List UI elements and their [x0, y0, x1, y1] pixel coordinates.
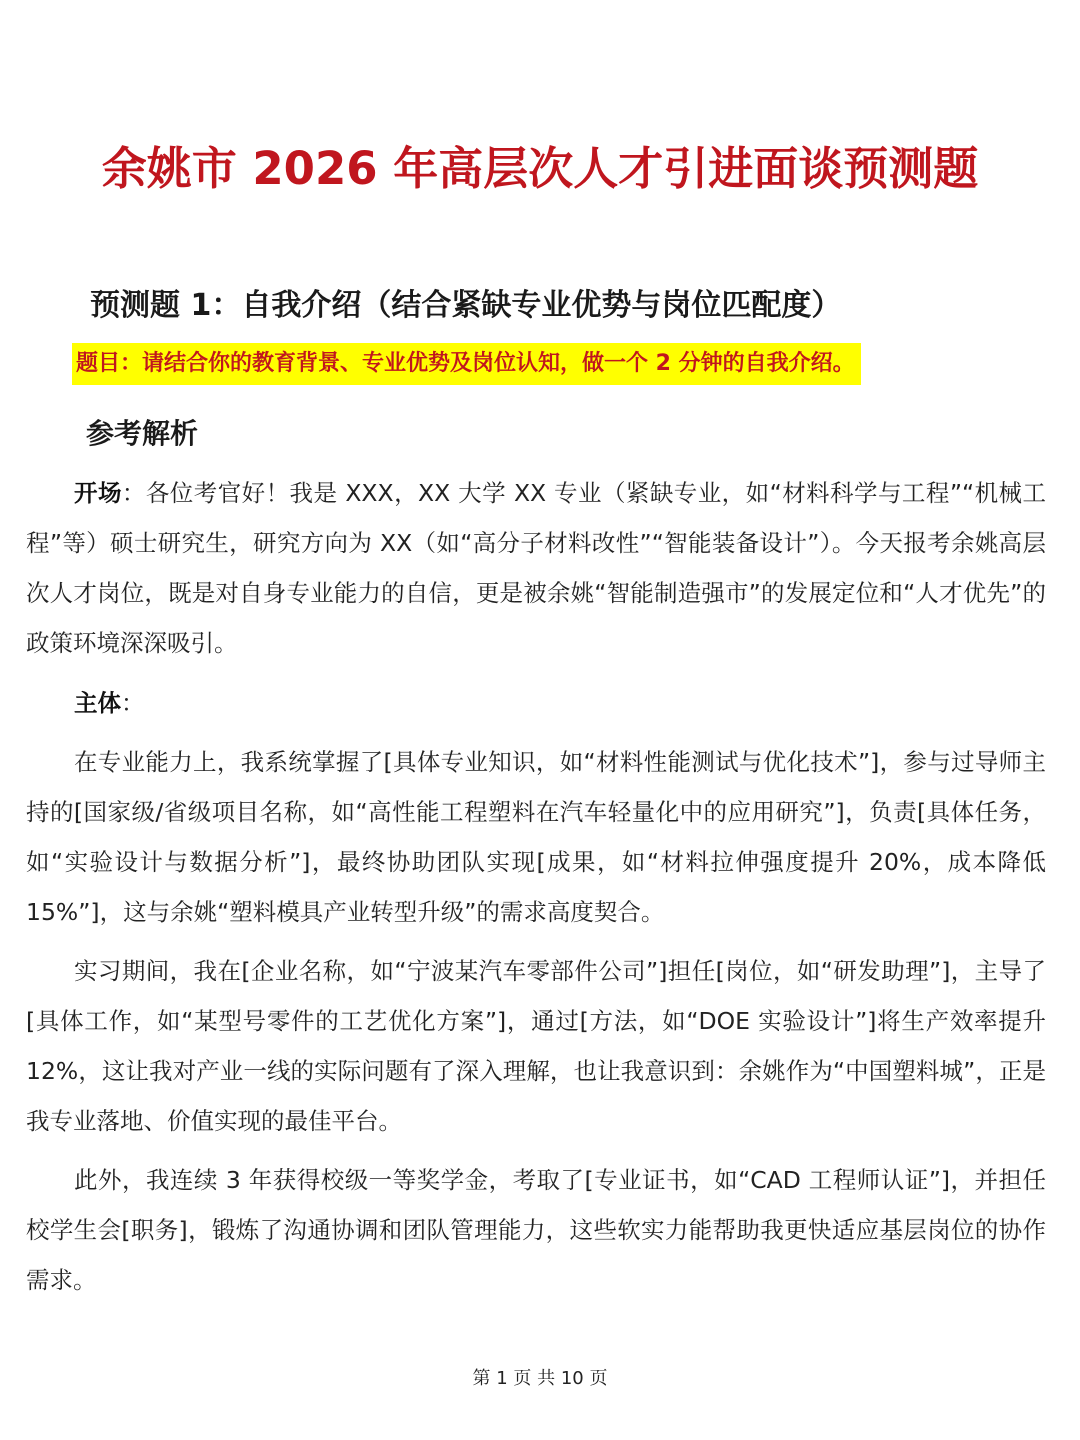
main-label-paragraph — [26, 678, 1046, 728]
ability-paragraph: 在专业能力上，我系统掌握了[具体专业知识，如“材料性能测试与优化技术”]，参与过导师主持的[国家级/省级项目名称，如“高性能工程塑料在汽车轻量化中的应用研究”]，负责[具体任务，如“实验设计与数据分析”]，最终协助团队实现[成果，如“材料拉伸强度提升 20%，成本降低 15%”]，这与余姚“塑料模具产业转型升级”的需求高度契合。 — [26, 748, 1046, 926]
internship-paragraph: 实习期间，我在[企业名称，如“宁波某汽车零部件公司”]担任[岗位，如“研发助理”]，主导了[具体工作，如“某型号零件的工艺优化方案”]，通过[方法，如“DOE 实验设计”]将生产效率提升 12%，这让我对产业一线的实际问题有了深入理解，也让我意识到：余姚作为“中国塑料城”，正是我专业落地、价值实现的最佳平台。 — [26, 957, 1046, 1135]
main-label-colon: ： — [121, 689, 145, 717]
opening-label: 开场 — [74, 479, 122, 507]
document-title: 余姚市 2026 年高层次人才引进面谈预测题 — [101, 142, 979, 195]
page-number-footer: 第 1 页 共 10 页 — [472, 1368, 608, 1389]
opening-text: ：各位考官好！我是 XXX，XX 大学 XX 专业（紧缺专业，如“材料科学与工程”“机械工程”等）硕士研究生，研究方向为 XX（如“高分子材料改性”“智能装备设计”）。今天报考余姚高层次人才岗位，既是对自身专业能力的自信，更是被余姚“智能制造强市”的发展定位和“人才优先”的政策环境深深吸引。 — [26, 479, 1046, 657]
question-heading: 预测题 1：自我介绍（结合紧缺专业优势与岗位匹配度） — [90, 288, 842, 323]
analysis-heading: 参考解析 — [86, 417, 199, 450]
question-prompt-highlight: 题目：请结合你的教育背景、专业优势及岗位认知，做一个 2 分钟的自我介绍。 — [72, 343, 861, 385]
additional-paragraph: 此外，我连续 3 年获得校级一等奖学金，考取了[专业证书，如“CAD 工程师认证”]，并担任校学生会[职务]，锻炼了沟通协调和团队管理能力，这些软实力能帮助我更快适应基层岗位的协作需求。 — [26, 1166, 1046, 1294]
opening-paragraph — [26, 468, 1046, 668]
main-label: 主体 — [74, 689, 121, 717]
